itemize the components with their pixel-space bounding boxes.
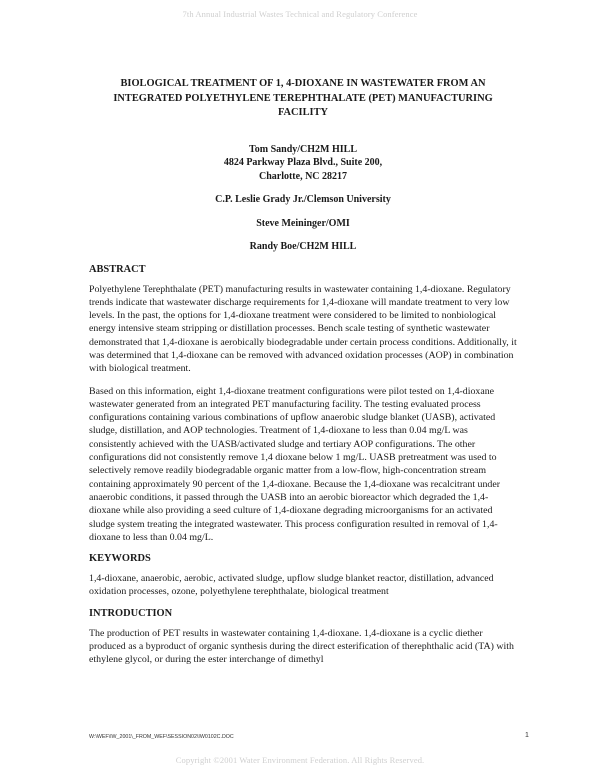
author-list	[89, 143, 517, 254]
author-name: C.P. Leslie Grady Jr./Clemson University	[215, 194, 391, 205]
page-number: 1	[525, 732, 529, 739]
keywords-heading: KEYWORDS	[89, 553, 151, 565]
title-line: INTEGRATED POLYETHYLENE TEREPHTHALATE (PET) MANUFACTURING	[113, 92, 493, 104]
title-line: BIOLOGICAL TREATMENT OF 1, 4-DIOXANE IN WASTEWATER FROM AN	[120, 78, 486, 89]
abstract-paragraph-2: Based on this information, eight 1,4-dioxane treatment configurations were pilot tested on 1,4-dioxane wastewater generated from an integrated PET manufacturing facility. The testing evaluated process configurations containing various combinations of upflow anaerobic sludge blanket (UASB), activated sludge, distillation, and AOP technologies. Treatment of 1,4-dioxane to less than 0.04 mg/L was consistently achieved with the UASB/activated sludge and tertiary AOP configurations. The other configurations did not consistently remove 1,4 dioxane below 1 mg/L. UASB pretreatment was used to selectively remove readily biodegradable organic matter from a low-flow, high-concentration stream containing approximately 90 percent of the 1,4-dioxane. Because the 1,4-dioxane was recalcitrant under anaerobic conditions, it passed through the UASB into an aerobic bioreactor which degraded the 1,4-dioxane while also providing a seed culture of 1,4-dioxane degrading microorganisms for an activated sludge system treating the integrated wastewater. This process configuration resulted in removal of 1,4-dioxane to less than 0.04 mg/L.	[89, 385, 501, 543]
abstract-heading: ABSTRACT	[89, 263, 146, 275]
header-watermark: 7th Annual Industrial Wastes Technical and Regulatory Conference	[182, 9, 418, 19]
copyright-watermark: Copyright ©2001 Water Environment Federation. All Rights Reserved.	[175, 755, 425, 765]
author-name: Tom Sandy/CH2M HILL	[249, 143, 357, 155]
title-line: FACILITY	[277, 107, 329, 118]
author-name: Steve Meininger/OMI	[256, 217, 350, 229]
author-address-line: Charlotte, NC 28217	[258, 170, 348, 182]
paper-title	[89, 77, 517, 121]
author-address-line: 4824 Parkway Plaza Blvd., Suite 200,	[223, 157, 383, 168]
author-name: Randy Boe/CH2M HILL	[249, 241, 357, 252]
introduction-paragraph-1: The production of PET results in wastewater containing 1,4-dioxane. 1,4-dioxane is a cyclic diether produced as a byproduct of organic synthesis during the direct esterification of therephthalic acid (TA) with ethylene glycol, or during the ester interchange of dimethyl	[89, 627, 514, 666]
file-path-footer: W:\WEF\IW_2001\_FROM_WEF\SESSION02\IW0102C.DOC	[89, 734, 234, 740]
introduction-heading: INTRODUCTION	[89, 607, 173, 619]
abstract-paragraph-1: Polyethylene Terephthalate (PET) manufacturing results in wastewater containing 1,4-dioxane. Regulatory trends indicate that wastewater discharge requirements for 1,4-dioxane will mandate treatment to very low levels. In the past, the options for 1,4-dioxane treatment were considered to be limited to nonbiological energy intensive steam stripping or distillation processes. Bench scale testing of synthetic wastewater demonstrated that 1,4-dioxane is aerobically biodegradable under certain process conditions. Additionally, it was determined that 1,4-dioxane can be removed with advanced oxidation processes (AOP) in combination with biological treatment.	[89, 283, 517, 375]
author-primary	[89, 143, 517, 184]
paper-body	[89, 77, 517, 676]
keywords-text: 1,4-dioxane, anaerobic, aerobic, activated sludge, upflow sludge blanket reactor, distillation, advanced oxidation processes, ozone, polyethylene terephthalate, biological treatment	[89, 573, 494, 598]
